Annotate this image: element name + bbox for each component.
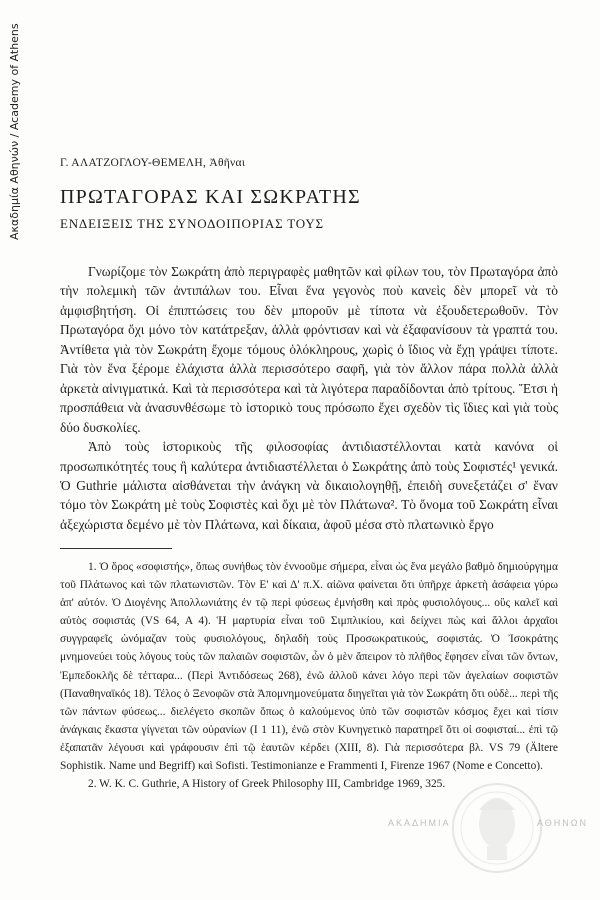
archive-stamp-text: Ακαδημία Αθηνών / Academy of Athens (8, 23, 21, 240)
footnotes (60, 558, 558, 793)
footnote-separator (60, 548, 172, 549)
body-paragraph-2: Ἀπὸ τοὺς ἱστορικοὺς τῆς φιλοσοφίας ἀντιδιαστέλλονται κατὰ κανόνα οἱ προσωπικότητές τους ἢ καλύτερα ἀντιδιαστέλλεται ὁ Σωκράτης ἀπὸ τοὺς Σοφιστές¹ γενικά. Ὁ Guthrie μάλιστα αἰσθάνεται τὴν ἀνάγκη νὰ δικαιολογηθῇ, ἐπειδὴ συνεξετάζει σ' ἕναν τόμο τὸν Σωκράτη μὲ τοὺς Σοφιστὲς καὶ ὄχι μὲ τὸν Πλάτωνα². Τὸ ὄνομα τοῦ Σωκράτη εἶναι ἀξεχώριστα δεμένο μὲ τὸν Πλάτωνα, καὶ δίκαια, ἀφοῦ μέσα στὸ πλατωνικὸ ἔργο (60, 439, 558, 532)
article-title: ΠΡΩΤΑΓΟΡΑΣ ΚΑΙ ΣΩΚΡΑΤΗΣ (60, 186, 361, 208)
footnote-2: 2. W. K. C. Guthrie, A History of Greek Philosophy III, Cambridge 1969, 325. (88, 778, 446, 791)
body-paragraph-1: Γνωρίζομε τὸν Σωκράτη ἀπὸ περιγραφὲς μαθητῶν καὶ φίλων του, τὸν Πρωταγόρα ἀπὸ τὴν πολεμικὴ τῶν ἀντιπάλων του. Εἶναι ἕνα γεγονὸς ποὺ κανεὶς δὲν μπορεῖ νὰ τὸ ἀμφισβητήση. Οἱ ἐπιπτώσεις του δὲν μποροῦν μὲ τίποτα νὰ ἐξουδετερωθοῦν. Τὸν Πρωταγόρα ὄχι μόνο τὸν κατάτρεξαν, ἀλλὰ φρόντισαν καὶ νὰ ἐξαφανίσουν τὰ γραπτά του. Ἀντίθετα γιὰ τὸν Σωκράτη ἔχομε τόμους ὁλόκληρους, χωρὶς ὁ ἴδιος νὰ ἔχῃ γράψει τίποτε. Γιὰ τὸν ἕνα ξέρομε ἐλάχιστα ἀλλὰ περισσότερο σαφῆ, γιὰ τὸν ἄλλον πάρα πολλὰ ἀλλὰ ἀρκετὰ αἰνιγματικά. Καὶ τὰ περισσότερα καὶ τὰ λιγότερα παραδίδονται ἀπὸ τρίτους. Ἔτσι ἡ προσπάθεια νὰ ἀνασυνθέσωμε τὸ ἱστορικὸ τους πρόσωπο ἔχει σχεδὸν τὶς ἴδιες καὶ γιὰ τοὺς δύο δυσκολίες. (60, 264, 558, 435)
seal-right-text: ΑΘΗΝΩΝ (536, 818, 588, 828)
seal-lettering (388, 818, 588, 828)
author-line: Γ. ΑΛΑΤΖΟΓΛΟΥ-ΘΕΜΕΛΗ, Ἀθῆναι (60, 157, 246, 169)
article-body (60, 262, 558, 534)
footnote-1: 1. Ὁ ὅρος «σοφιστής», ὅπως συνήθως τὸν ἐννοοῦμε σήμερα, εἶναι ὡς ἕνα μεγάλο βαθμὸ δημιούργημα τοῦ Πλάτωνος καὶ τῶν πλατωνιστῶν. Τὸν Ε' καὶ Δ' π.Χ. αἰῶνα φαίνεται ὅτι ὑπῆρχε ἀρκετὴ ἀσάφεια γύρω ἀπ' αὐτόν. Ὁ Διογένης Ἀπολλωνιάτης ἐν τῷ περὶ φύσεως ἐμνήσθη καὶ πρὸς φυσιολόγους... οὓς καλεῖ καὶ αὐτὸς σοφιστάς (VS 64, A 4). Ἡ μαρτυρία εἶναι τοῦ Σιμπλικίου, καὶ δείχνει πὼς καὶ ἄλλοι ἀρχαῖοι συγγραφεῖς ὠνόμαζαν τοὺς φυσιολόγους, δηλαδὴ τοὺς Προσωκρατικούς, σοφιστάς. Ὁ Ἰσοκράτης μνημονεύει τοὺς λόγους τοὺς τῶν παλαιῶν σοφιστῶν, ὧν ὁ μὲν ἄπειρον τὸ πλῆθος ἔφησεν εἶναι τῶν ὄντων, Ἐμπεδοκλῆς δὲ τέτταρα... (Περὶ Ἀντιδόσεως 268), ἐνῶ ἀλλοῦ κάνει λόγο περὶ τῶν ἀγελαίων σοφιστῶν (Παναθηναϊκός 18). Τέλος ὁ Ξενοφῶν στὰ Ἀπομνημονεύματα διηγεῖται γιὰ τὸν Σωκράτη ὅτι οὐδὲ... περὶ τῆς τῶν πάντων φύσεως... διελέγετο σκοπῶν ὅπως ὁ καλούμενος ὑπὸ τῶν σοφιστῶν κόσμος ἔχει καὶ τίσιν ἀνάγκαις ἕκαστα γίγνεται τῶν οὐρανίων (I 1 11), ἐνῶ στὸν Κυνηγετικὸ παρατηρεῖ ὅτι οἱ σοφισταί... ἐπὶ τῷ ἐξαπατᾶν λέγουσι καὶ γράφουσιν ἐπὶ τῷ ἑαυτῶν κέρδει (XIII, 8). Γιὰ περισσότερα βλ. VS 79 (Ältere Sophistik. Name und Begriff) καὶ Sofisti. Testimonianze e Frammenti I, Firenze 1967 (Nome e Concetto). (60, 561, 558, 773)
archive-stamp (6, 23, 28, 240)
seal-left-text: ΑΚΑΔΗΜΙΑ (388, 818, 451, 828)
article-subtitle: ΕΝΔΕΙΞΕΙΣ ΤΗΣ ΣΥΝΟΔΟΙΠΟΡΙΑΣ ΤΟΥΣ (60, 216, 324, 231)
